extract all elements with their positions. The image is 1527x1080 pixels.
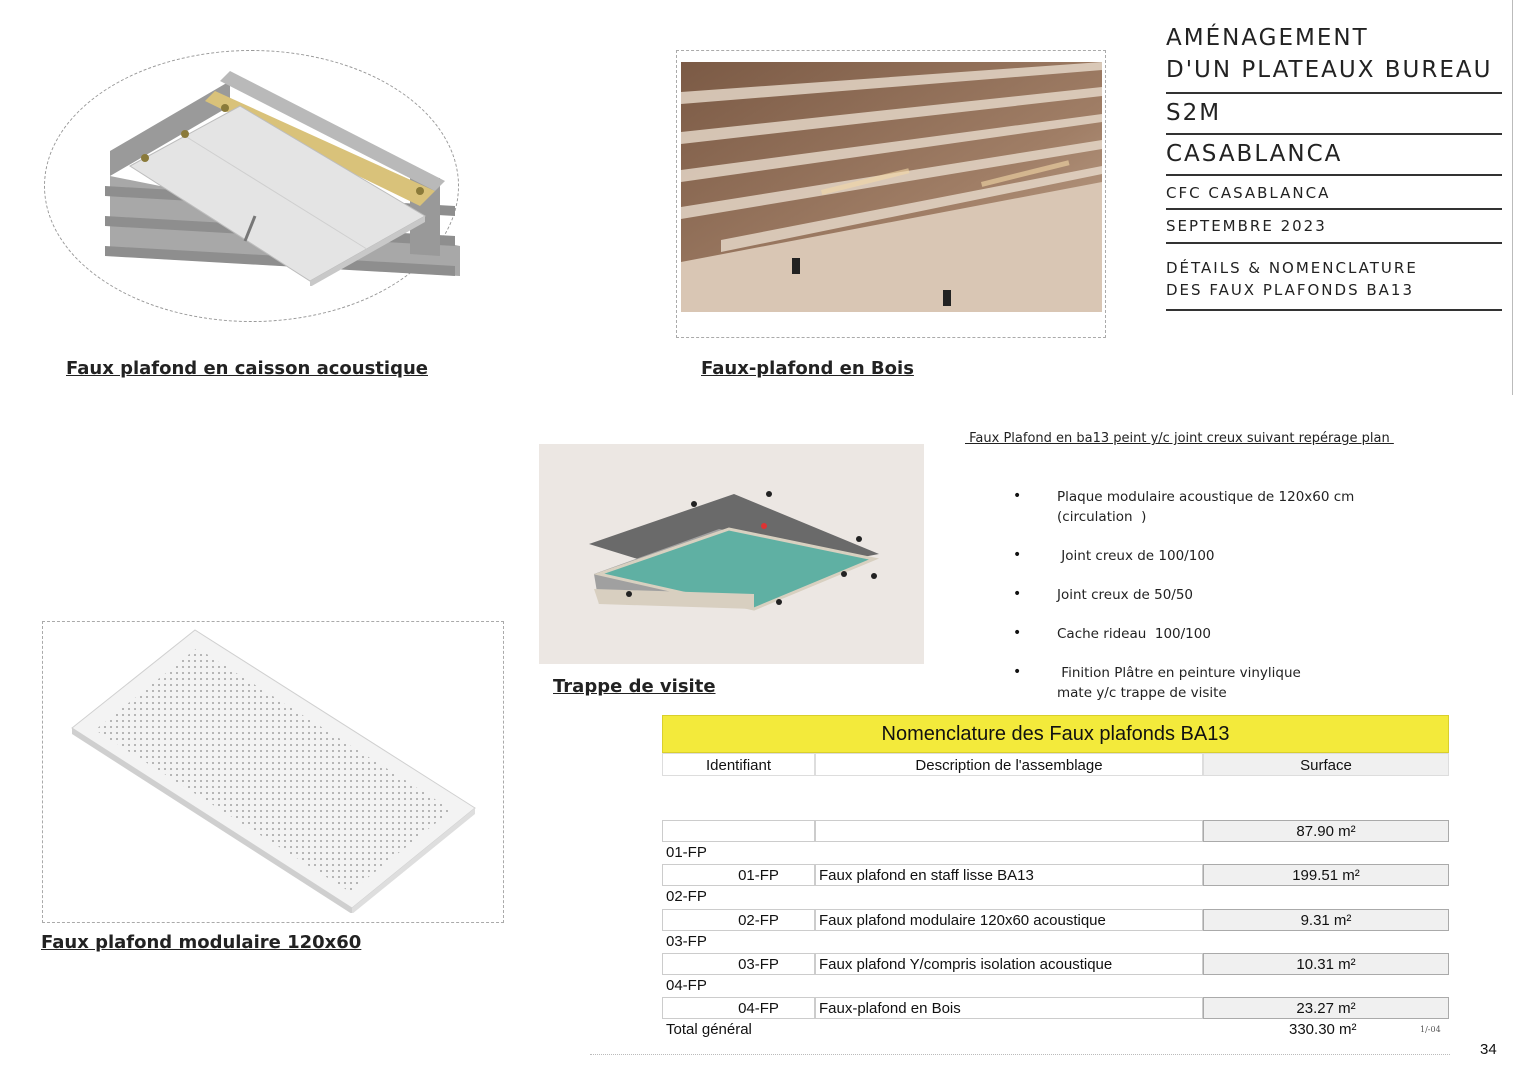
col-head-identifiant: Identifiant	[662, 753, 815, 776]
table-cell-desc: Faux plafond modulaire 120x60 acoustique	[815, 909, 1203, 931]
spec-bullet-2: Joint creux de 100/100	[1057, 548, 1215, 564]
spec-heading: Faux Plafond en ba13 peint y/c joint creux suivant repérage plan	[965, 431, 1394, 446]
site-name: CFC CASABLANCA	[1166, 184, 1331, 202]
sheet-title-line2: DES FAUX PLAFONDS BA13	[1166, 281, 1414, 299]
title-divider	[1166, 242, 1502, 244]
bullet-marker: •	[1013, 625, 1022, 641]
table-cell-desc: Faux plafond en staff lisse BA13	[815, 864, 1203, 886]
table-cell-desc: Faux-plafond en Bois	[815, 997, 1203, 1019]
bullet-marker: •	[1013, 488, 1022, 504]
title-divider	[1166, 133, 1502, 135]
caption-trappe: Trappe de visite	[553, 676, 716, 697]
table-cell-surface: 9.31 m²	[1203, 909, 1449, 931]
table-cell-surface: 199.51 m²	[1203, 864, 1449, 886]
table-cell-desc	[815, 820, 1203, 842]
spec-bullet-5: Finition Plâtre en peinture vinylique mate y/c trappe de visite	[1057, 665, 1301, 701]
table-cell-id	[662, 820, 815, 842]
title-divider	[1166, 174, 1502, 176]
table-cell-desc: Faux plafond Y/compris isolation acoustique	[815, 953, 1203, 975]
title-divider	[1166, 208, 1502, 210]
caisson-illustration	[90, 66, 460, 286]
group-label: 02-FP	[666, 888, 707, 905]
caption-bois: Faux-plafond en Bois	[701, 358, 914, 379]
sheet-title-line1: DÉTAILS & NOMENCLATURE	[1166, 259, 1418, 277]
title-divider	[1166, 309, 1502, 311]
table-title: Nomenclature des Faux plafonds BA13	[662, 715, 1449, 753]
table-cell-id: 03-FP	[662, 953, 815, 975]
project-title-line2: D'UN PLATEAUX BUREAU	[1166, 57, 1493, 83]
title-divider	[1166, 92, 1502, 94]
caption-modulaire: Faux plafond modulaire 120x60	[41, 932, 362, 953]
total-label: Total général	[666, 1021, 752, 1038]
modulaire-illustration	[60, 628, 480, 913]
total-value: 330.30 m²	[1289, 1021, 1357, 1038]
table-cell-id: 01-FP	[662, 864, 815, 886]
project-title	[1166, 22, 1502, 86]
col-head-description: Description de l'assemblage	[815, 753, 1203, 776]
col-head-surface: Surface	[1203, 753, 1449, 776]
table-cell-surface: 10.31 m²	[1203, 953, 1449, 975]
trappe-photo	[539, 444, 924, 664]
project-title-line1: AMÉNAGEMENT	[1166, 25, 1369, 51]
sheet-title	[1166, 257, 1502, 301]
client-name: S2M	[1166, 100, 1222, 126]
group-label: 01-FP	[666, 844, 707, 861]
group-label: 03-FP	[666, 933, 707, 950]
bullet-marker: •	[1013, 664, 1022, 680]
page-number: 34	[1480, 1041, 1497, 1058]
bullet-marker: •	[1013, 586, 1022, 602]
footer-line	[590, 1054, 1450, 1055]
spec-bullet-3: Joint creux de 50/50	[1057, 587, 1194, 603]
right-border-line	[1512, 0, 1513, 395]
bullet-marker: •	[1013, 547, 1022, 563]
sheet-stamp: 1/-04	[1420, 1025, 1441, 1034]
table-cell-id: 04-FP	[662, 997, 815, 1019]
table-cell-surface: 87.90 m²	[1203, 820, 1449, 842]
group-label: 04-FP	[666, 977, 707, 994]
date: SEPTEMBRE 2023	[1166, 217, 1327, 235]
spec-bullet-1: Plaque modulaire acoustique de 120x60 cm (circulation )	[1057, 489, 1355, 525]
caption-caisson: Faux plafond en caisson acoustique	[66, 358, 428, 379]
table-cell-surface: 23.27 m²	[1203, 997, 1449, 1019]
spec-bullet-4: Cache rideau 100/100	[1057, 626, 1211, 642]
table-cell-id: 02-FP	[662, 909, 815, 931]
bois-photo	[681, 62, 1102, 312]
city-name: CASABLANCA	[1166, 141, 1343, 167]
